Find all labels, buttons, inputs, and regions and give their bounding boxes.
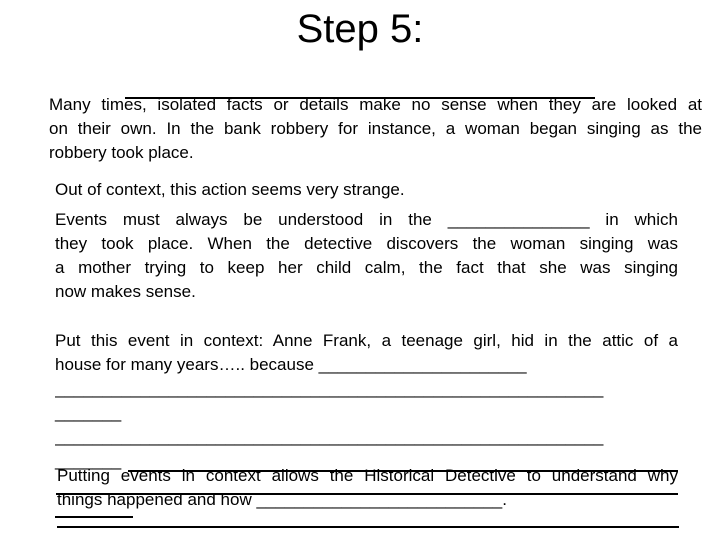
text-line: Events must always be understood in the _______________ in which: [55, 210, 678, 229]
paragraph-out-of-context: [55, 178, 405, 202]
text-line: Put this event in context: Anne Frank, a teenage girl, hid in the attic of a: [55, 331, 678, 350]
answer-blank-line: __________________________________________________________: [55, 427, 604, 446]
overlay-line: [55, 516, 133, 518]
text-line: Putting events in context allows the Historical Detective to understand why: [57, 466, 678, 485]
overlay-line: [57, 526, 679, 528]
overlay-line: [128, 470, 678, 472]
answer-blank-line: __________________________________________________________: [55, 379, 604, 398]
text-line: a mother trying to keep her child calm, the fact that she was singing: [55, 258, 678, 277]
text-line: Out of context, this action seems very strange.: [55, 180, 405, 199]
text-line: they took place. When the detective discovers the woman singing was: [55, 234, 678, 253]
text-line: Many times, isolated facts or details make no sense when they are looked at: [49, 95, 702, 114]
text-line: robbery took place.: [49, 143, 194, 162]
paragraph-isolated-facts: [49, 93, 702, 165]
overlay-line: [125, 97, 595, 99]
page-title: Step 5:: [296, 7, 424, 51]
paragraph-events-context: [55, 208, 678, 304]
answer-blank-line: _______: [55, 451, 122, 470]
overlay-line: [56, 493, 678, 495]
text-line: house for many years….. because ______________________: [55, 355, 527, 374]
text-line: on their own. In the bank robbery for instance, a woman began singing as the: [49, 119, 702, 138]
answer-blank-line: _______: [55, 403, 122, 422]
text-line: things happened and how __________________________.: [57, 490, 507, 509]
paragraph-anne-frank: [55, 329, 678, 473]
text-line: now makes sense.: [55, 282, 196, 301]
